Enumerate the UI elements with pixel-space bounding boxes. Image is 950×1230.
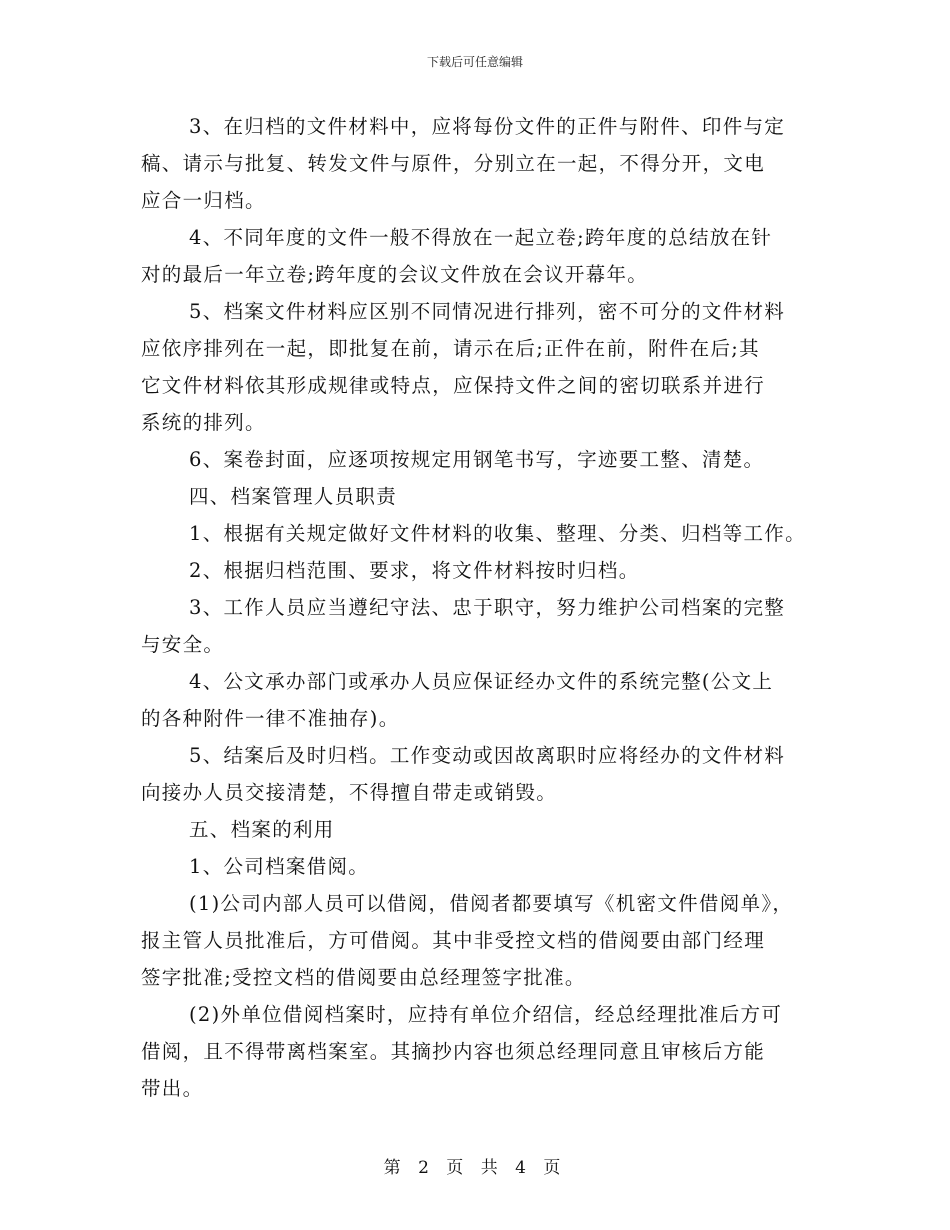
text-line: (2)外单位借阅档案时，应持有单位介绍信，经总经理批准后方可 (189, 1003, 783, 1026)
paragraph (141, 293, 826, 441)
paragraph (141, 996, 826, 1107)
text-line: 四、档案管理人员职责 (189, 485, 398, 508)
text-line: 4、不同年度的文件一般不得放在一起立卷;跨年度的总结放在针 (189, 226, 773, 249)
paragraph (141, 552, 826, 589)
text-line: 5、结案后及时归档。工作变动或因故离职时应将经办的文件材料 (189, 744, 786, 767)
text-line: 应依序排列在一起，即批复在前，请示在后;正件在前，附件在后;其 (141, 337, 760, 360)
text-line: 的各种附件一律不准抽存)。 (141, 707, 400, 730)
paragraph (141, 737, 826, 811)
section-heading (141, 811, 826, 848)
text-line: 3、工作人员应当遵纪守法、忠于职守，努力维护公司档案的完整 (189, 596, 786, 619)
text-line: 与安全。 (141, 633, 225, 656)
text-line: 借阅，且不得带离档案室。其摘抄内容也须总经理同意且审核后方能 (141, 1040, 766, 1063)
paragraph (141, 848, 826, 885)
text-line: 它文件材料依其形成规律或特点，应保持文件之间的密切联系并进行 (141, 374, 766, 397)
paragraph (141, 108, 826, 219)
paragraph (141, 663, 826, 737)
text-line: 稿、请示与批复、转发文件与原件，分别立在一起，不得分开，文电 (141, 152, 766, 175)
document-body (141, 108, 826, 1107)
text-line: 应合一归档。 (141, 189, 266, 212)
paragraph (141, 885, 826, 996)
paragraph (141, 219, 826, 293)
text-line: 5、档案文件材料应区别不同情况进行排列，密不可分的文件材料 (189, 300, 786, 323)
text-line: 2、根据归档范围、要求，将文件材料按时归档。 (189, 559, 640, 582)
text-line: 对的最后一年立卷;跨年度的会议文件放在会议开幕年。 (141, 263, 649, 286)
text-line: 签字批准;受控文档的借阅要由总经理签字批准。 (141, 966, 586, 989)
text-line: 6、案卷封面，应逐项按规定用钢笔书写，字迹要工整、清楚。 (189, 448, 765, 471)
page-number: 第 2 页 共 4 页 (383, 1158, 567, 1178)
paragraph (141, 515, 826, 552)
text-line: 3、在归档的文件材料中，应将每份文件的正件与附件、印件与定 (189, 115, 786, 138)
text-line: 报主管人员批准后，方可借阅。其中非受控文档的借阅要由部门经理 (141, 929, 766, 952)
text-line: 4、公文承办部门或承办人员应保证经办文件的系统完整(公文上 (189, 670, 774, 693)
text-line: 五、档案的利用 (189, 818, 335, 841)
text-line: 1、根据有关规定做好文件材料的收集、整理、分类、归档等工作。 (189, 522, 806, 545)
text-line: 向接办人员交接清楚，不得擅自带走或销毁。 (141, 781, 558, 804)
text-line: 带出。 (141, 1077, 204, 1100)
text-line: 1、公司档案借阅。 (189, 855, 370, 878)
paragraph (141, 589, 826, 663)
paragraph (141, 441, 826, 478)
section-heading (141, 478, 826, 515)
header-note: 下载后可任意编辑 (426, 55, 523, 69)
text-line: (1)公司内部人员可以借阅，借阅者都要填写《机密文件借阅单》， (189, 892, 794, 915)
text-line: 系统的排列。 (141, 411, 266, 434)
